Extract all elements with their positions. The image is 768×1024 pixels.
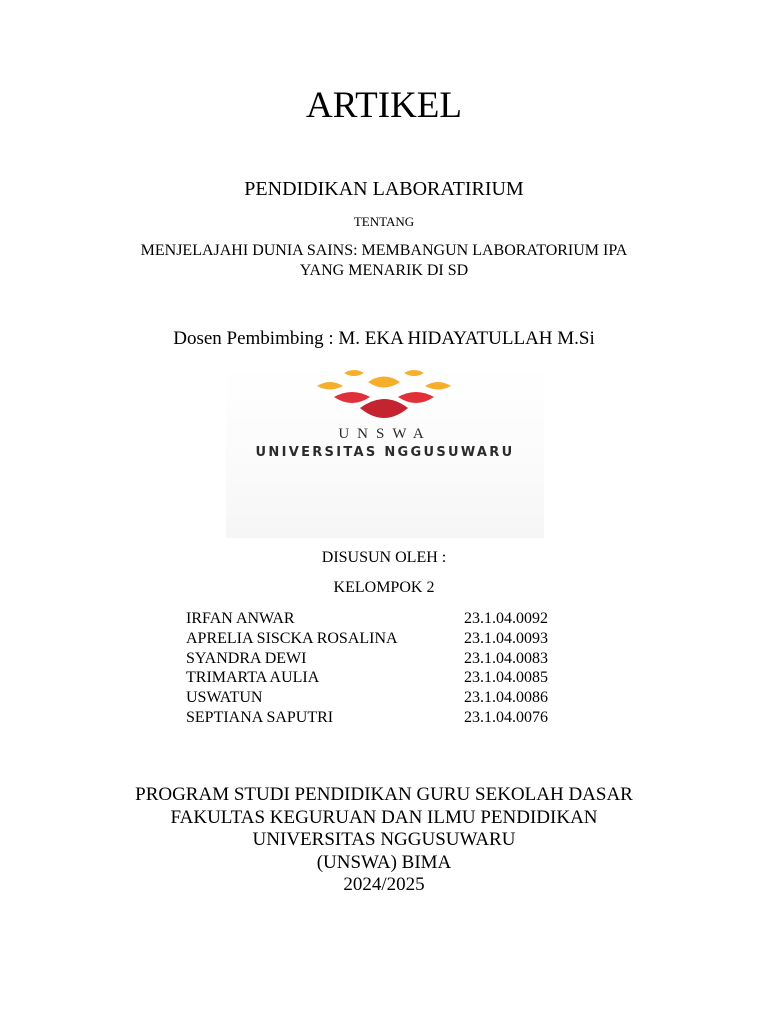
topic-line-1: MENJELAJAHI DUNIA SAINS: MEMBANGUN LABORATORIUM IPA [140, 242, 628, 259]
logo-petal-gold-center [368, 377, 400, 388]
member-row [186, 629, 586, 649]
member-id: 23.1.04.0083 [464, 649, 548, 667]
member-row [186, 649, 586, 669]
document-title: ARTIKEL [305, 85, 463, 126]
academic-year-line: 2024/2025 [343, 874, 425, 895]
logo-petal-red-right [398, 392, 434, 403]
document-subject: PENDIDIKAN LABORATIRIUM [244, 178, 524, 200]
member-row [186, 688, 586, 708]
program-line: PROGRAM STUDI PENDIDIKAN GURU SEKOLAH DASAR [135, 784, 633, 805]
member-name: SYANDRA DEWI [186, 649, 307, 667]
document-topic [0, 241, 768, 281]
faculty-line: FAKULTAS KEGURUAN DAN ILMU PENDIDIKAN [170, 806, 598, 828]
university-line: UNIVERSITAS NGGUSUWARU [252, 829, 516, 850]
compiled-by-label: DISUSUN OLEH : [321, 549, 447, 566]
lecturer-line: Dosen Pembimbing : M. EKA HIDAYATULLAH M.Si [173, 328, 595, 349]
university-logo [226, 362, 544, 538]
member-name: TRIMARTA AULIA [186, 669, 320, 687]
member-row [186, 708, 586, 728]
logo-petal-gold-small-right [404, 370, 424, 376]
logo-petal-gold-left [317, 382, 343, 390]
member-id: 23.1.04.0086 [464, 689, 548, 707]
member-name: USWATUN [186, 689, 263, 707]
topic-line-2: YANG MENARIK DI SD [299, 262, 469, 279]
logo-petal-gold-right [425, 382, 451, 390]
logo-acronym: UNSWA [338, 426, 432, 442]
member-id: 23.1.04.0085 [464, 669, 548, 687]
city-line: (UNSWA) BIMA [316, 851, 452, 873]
member-row [186, 668, 586, 688]
logo-petal-red-left [334, 392, 370, 403]
member-name: SEPTIANA SAPUTRI [186, 708, 334, 726]
unswa-logo-icon [226, 362, 544, 538]
member-id: 23.1.04.0092 [464, 610, 548, 627]
member-row [186, 609, 586, 629]
logo-petal-gold-small-left [344, 370, 364, 376]
logo-petal-red-center [360, 399, 408, 418]
group-label: KELOMPOK 2 [333, 579, 435, 596]
member-name: IRFAN ANWAR [186, 610, 295, 627]
member-list [186, 609, 586, 728]
about-label: TENTANG [353, 214, 415, 229]
member-id: 23.1.04.0076 [464, 708, 548, 726]
member-id: 23.1.04.0093 [464, 629, 548, 647]
logo-university-name: UNIVERSITAS NGGUSUWARU [255, 445, 515, 460]
member-name: APRELIA SISCKA ROSALINA [186, 629, 398, 647]
institution-block [0, 784, 768, 897]
